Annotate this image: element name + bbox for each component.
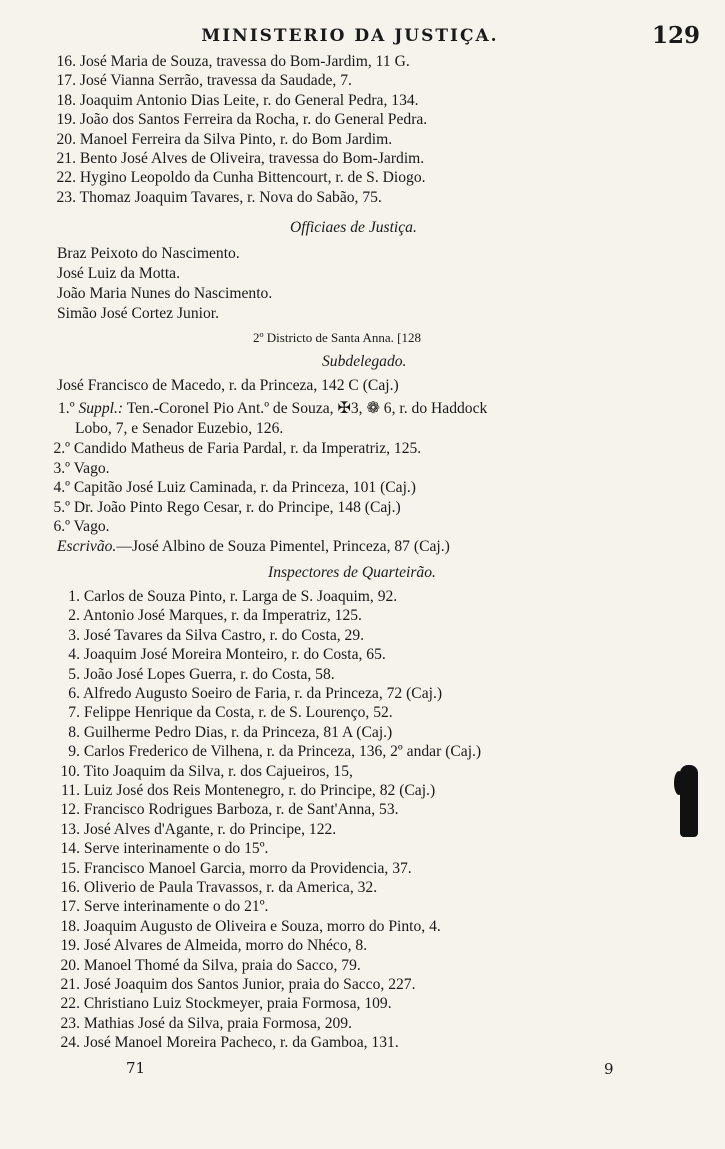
entry-number: 5. xyxy=(68,665,80,683)
entry-number: 15. xyxy=(60,859,80,877)
suppl-entry-1-cont: Lobo, 7, e Senador Euzebio, 126. xyxy=(75,420,284,437)
officiaes-heading: Officiaes de Justiça. xyxy=(290,219,417,236)
footer-mark: 9 xyxy=(604,1060,614,1078)
entry-number: 21. xyxy=(60,976,80,993)
entry-text: Carlos Frederico de Vilhena, r. da Princeza, 136, 2º andar (Caj.) xyxy=(83,743,482,761)
suppl-text-a: Ten.-Coronel Pio Ant.º de Souza, xyxy=(126,400,334,417)
escrivao-entry xyxy=(57,537,450,557)
running-title: MINISTERIO DA JUSTIÇA. xyxy=(201,26,499,46)
entry-text: Christiano Luiz Stockmeyer, praia Formosa, 109. xyxy=(83,995,392,1013)
inspector-entry xyxy=(52,1014,352,1034)
entry-text: Oliverio de Paula Travassos, r. da America, 32. xyxy=(83,879,378,896)
entry-text: Vago. xyxy=(73,518,110,536)
entry-number: 4. xyxy=(68,646,80,664)
entry-number: 19. xyxy=(56,111,76,129)
entry-number: 18. xyxy=(56,91,76,109)
official-entry: Braz Peixoto do Nascimento. xyxy=(57,245,240,262)
entry-number: 19. xyxy=(60,937,80,955)
inspector-entry xyxy=(52,703,393,723)
inspector-entry xyxy=(52,839,268,859)
entry-number: 7. xyxy=(68,704,80,722)
inspector-entry xyxy=(52,762,353,782)
entry-number: 3. xyxy=(68,626,80,644)
cross-ornament-icon: ✠ xyxy=(337,400,351,417)
inspector-entry xyxy=(52,994,392,1014)
entry-text: Guilherme Pedro Dias, r. da Princeza, 81 A (Caj.) xyxy=(83,723,393,741)
inspector-entry xyxy=(52,723,392,743)
subdelegado-heading: Subdelegado. xyxy=(322,353,407,370)
guarda-entry xyxy=(48,130,392,150)
entry-text: José Manoel Moreira Pacheco, r. da Gamboa, 131. xyxy=(83,1034,399,1052)
entry-text: João dos Santos Ferreira da Rocha, r. do General Pedra. xyxy=(79,111,428,129)
entry-text: Manoel Ferreira da Silva Pinto, r. do Bom Jardim. xyxy=(79,130,393,148)
entry-text: Manoel Thomé da Silva, praia do Sacco, 79. xyxy=(83,956,361,974)
entry-text: Joaquim José Moreira Monteiro, r. do Costa, 65. xyxy=(83,646,386,664)
official-entry: João Maria Nunes do Nascimento. xyxy=(57,285,273,302)
guarda-entry xyxy=(48,110,427,130)
inspector-entry xyxy=(52,1033,399,1053)
entry-text: José Vianna Serrão, travessa da Saudade, 7. xyxy=(79,72,352,90)
inspector-entry xyxy=(52,956,361,976)
suppl-number: 1.º xyxy=(58,400,75,417)
entry-number: 6. xyxy=(68,685,80,702)
entry-number: 2.º xyxy=(53,440,70,457)
entry-text: Dr. João Pinto Rego Cesar, r. do Principe, 148 (Caj.) xyxy=(73,498,401,516)
medal-ornament-icon: ❁ xyxy=(366,400,380,417)
suppl-entry xyxy=(40,498,401,518)
entry-text: José Maria de Souza, travessa do Bom-Jardim, 11 G. xyxy=(79,53,410,70)
inspector-entry xyxy=(52,897,268,917)
escrivao-label: Escrivão. xyxy=(57,538,117,555)
entry-text: Joaquim Augusto de Oliveira e Souza, morro do Pinto, 4. xyxy=(83,917,441,935)
entry-text: José Alves d'Agante, r. do Principe, 122. xyxy=(83,820,337,838)
entry-text: Serve interinamente o do 15º. xyxy=(83,840,269,858)
entry-text: José Alvares de Almeida, morro do Nhéco, 8. xyxy=(83,937,368,955)
official-entry: Simão José Cortez Junior. xyxy=(57,305,219,322)
entry-number: 3.º xyxy=(53,459,70,477)
guarda-entry xyxy=(48,52,410,72)
inspector-entry xyxy=(52,645,386,665)
guarda-entry xyxy=(48,188,382,208)
inspector-entry xyxy=(52,665,335,685)
suppl-entry xyxy=(40,459,110,479)
inspector-entry xyxy=(52,936,367,956)
entry-number: 5.º xyxy=(53,498,70,516)
entry-number: 12. xyxy=(60,801,80,819)
inspector-entry xyxy=(52,626,364,646)
inspector-entry xyxy=(52,878,377,898)
suppl-entry xyxy=(40,439,421,459)
inspector-entry xyxy=(52,684,442,704)
inspector-entry xyxy=(52,587,397,607)
entry-number: 20. xyxy=(56,130,76,148)
entry-number: 4.º xyxy=(53,479,70,497)
signature-mark: 71 xyxy=(126,1059,146,1077)
entry-number: 14. xyxy=(60,840,80,858)
entry-number: 22. xyxy=(56,169,76,187)
entry-number: 6.º xyxy=(53,518,70,536)
entry-text: Vago. xyxy=(73,459,110,477)
page-header xyxy=(0,22,725,52)
entry-text: Candido Matheus de Faria Pardal, r. da Imperatriz, 125. xyxy=(73,440,422,457)
entry-number: 22. xyxy=(60,995,80,1013)
guarda-entry xyxy=(48,91,419,111)
district-heading: 2º Districto de Santa Anna. [128 xyxy=(253,330,421,345)
entry-text: Francisco Rodrigues Barboza, r. de Sant'Anna, 53. xyxy=(83,801,399,819)
entry-number: 16. xyxy=(56,53,76,70)
entry-number: 1. xyxy=(68,588,80,605)
inspector-entry xyxy=(52,859,412,879)
inspector-entry xyxy=(52,917,441,937)
entry-text: Francisco Manoel Garcia, morro da Providencia, 37. xyxy=(83,859,412,877)
inspector-entry xyxy=(52,820,336,840)
entry-number: 21. xyxy=(56,150,76,167)
guarda-entry xyxy=(48,149,424,169)
inspectores-heading: Inspectores de Quarteirão. xyxy=(268,564,436,581)
entry-text: Mathias José da Silva, praia Formosa, 209. xyxy=(83,1014,352,1032)
entry-text: Capitão José Luiz Caminada, r. da Princeza, 101 (Caj.) xyxy=(73,479,417,497)
escrivao-text: —José Albino de Souza Pimentel, Princeza, 87 (Caj.) xyxy=(116,538,450,555)
inspector-entry xyxy=(52,742,481,762)
suppl-text-b: 3, xyxy=(350,400,363,417)
entry-number: 20. xyxy=(60,956,80,974)
official-entry: José Luiz da Motta. xyxy=(57,265,180,282)
entry-number: 16. xyxy=(60,879,80,896)
entry-number: 17. xyxy=(56,72,76,90)
entry-text: Antonio José Marques, r. da Imperatriz, 125. xyxy=(83,607,362,625)
guarda-entry xyxy=(48,168,426,188)
entry-number: 18. xyxy=(60,917,80,935)
subdelegado-entry: José Francisco de Macedo, r. da Princeza, 142 C (Caj.) xyxy=(57,377,399,394)
entry-text: Hygino Leopoldo da Cunha Bittencourt, r. de S. Diogo. xyxy=(79,169,426,187)
entry-text: Felippe Henrique da Costa, r. de S. Lourenço, 52. xyxy=(83,704,393,722)
suppl-entry xyxy=(40,517,110,537)
entry-text: João José Lopes Guerra, r. do Costa, 58. xyxy=(83,665,335,683)
entry-text: Joaquim Antonio Dias Leite, r. do General Pedra, 134. xyxy=(79,91,419,109)
entry-text: Luiz José dos Reis Montenegro, r. do Principe, 82 (Caj.) xyxy=(83,782,436,799)
entry-number: 13. xyxy=(60,820,80,838)
inspector-entry xyxy=(52,975,415,995)
ink-blot xyxy=(680,765,698,837)
entry-text: José Tavares da Silva Castro, r. do Costa, 29. xyxy=(83,626,365,644)
suppl-label: Suppl.: xyxy=(78,400,124,417)
entry-text: Alfredo Augusto Soeiro de Faria, r. da Princeza, 72 (Caj.) xyxy=(83,685,443,702)
suppl-text-c: 6, r. do Haddock xyxy=(383,400,488,417)
entry-number: 23. xyxy=(56,188,76,206)
entry-text: Bento José Alves de Oliveira, travessa do Bom-Jardim. xyxy=(79,150,425,167)
entry-number: 9. xyxy=(68,743,80,761)
entry-text: Tito Joaquim da Silva, r. dos Cajueiros, 15, xyxy=(83,762,353,780)
entry-number: 23. xyxy=(60,1014,80,1032)
page-number: 129 xyxy=(652,22,701,49)
inspector-entry xyxy=(52,781,435,801)
entry-number: 8. xyxy=(68,723,80,741)
suppl-entry-1 xyxy=(58,399,487,419)
entry-text: Thomaz Joaquim Tavares, r. Nova do Sabão, 75. xyxy=(79,188,382,206)
inspector-entry xyxy=(52,606,362,626)
entry-number: 11. xyxy=(61,782,80,799)
inspector-entry xyxy=(52,800,399,820)
entry-text: Serve interinamente o do 21º. xyxy=(83,898,269,916)
entry-text: Carlos de Souza Pinto, r. Larga de S. Joaquim, 92. xyxy=(83,588,398,605)
guarda-entry xyxy=(48,71,352,91)
suppl-entry xyxy=(40,478,416,498)
entry-number: 24. xyxy=(60,1034,80,1052)
entry-number: 17. xyxy=(60,898,80,916)
entry-number: 2. xyxy=(68,607,80,625)
entry-text: José Joaquim dos Santos Junior, praia do Sacco, 227. xyxy=(83,976,416,993)
entry-number: 10. xyxy=(60,762,80,780)
